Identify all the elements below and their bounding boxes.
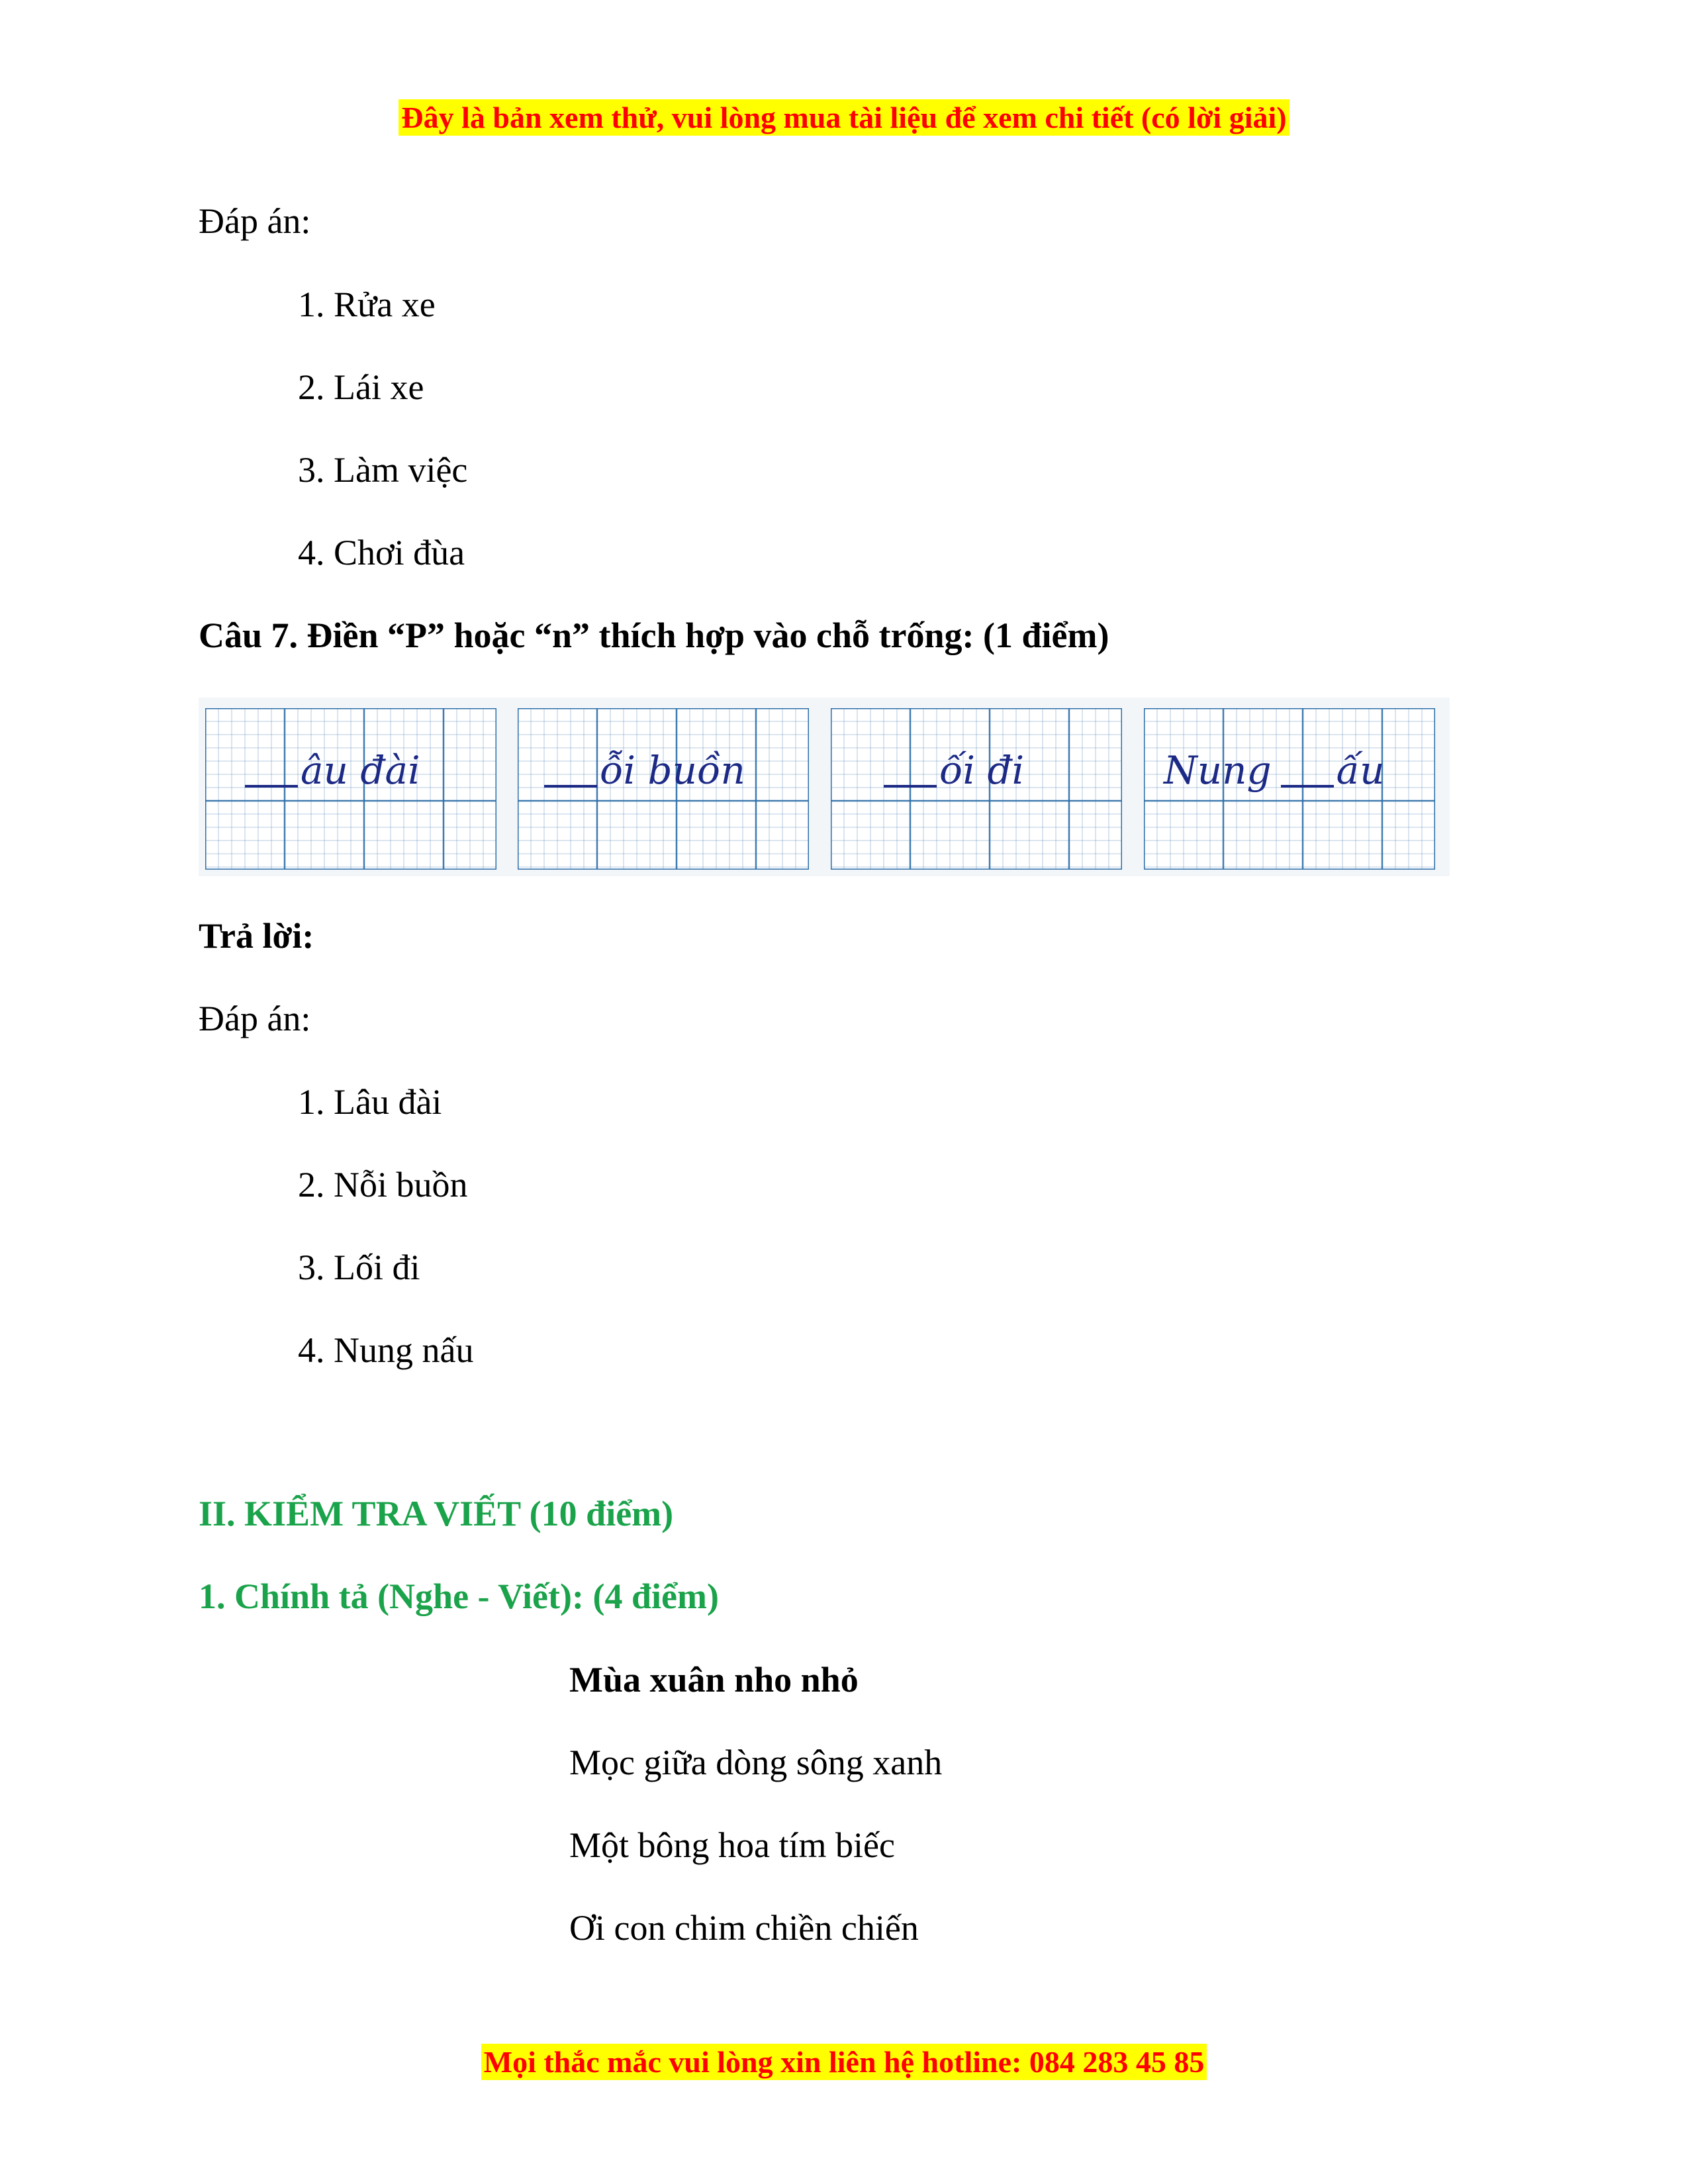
exercise-cell (1144, 708, 1435, 870)
question-title: Câu 7. Điền “P” hoặc “n” thích hợp vào chỗ trống: (1 điểm) (199, 615, 1109, 655)
section-title: II. KIỂM TRA VIẾT (10 điểm) (199, 1494, 674, 1533)
answer-item: 3. Lối đi (298, 1248, 420, 1287)
exercise-cell (518, 708, 809, 870)
answer-item: 1. Lâu đài (298, 1082, 442, 1122)
answer-label: Đáp án: (199, 201, 311, 241)
exercise-cell (831, 708, 1122, 870)
exercise-cell (205, 708, 496, 870)
answer-item: 1. Rửa xe (298, 285, 436, 324)
poem-title: Mùa xuân nho nhỏ (569, 1660, 859, 1700)
poem-line: Mọc giữa dòng sông xanh (569, 1743, 943, 1782)
answer-item: 3. Làm việc (298, 450, 468, 490)
header-notice: Đây là bản xem thử, vui lòng mua tài liệu để xem chi tiết (có lời giải) (0, 99, 1688, 136)
exercise-word: ỗi buồn (544, 748, 745, 793)
exercise-word: âu đài (245, 748, 420, 793)
exercise-word: Nung ấu (1164, 748, 1385, 793)
poem-line: Ơi con chim chiền chiến (569, 1908, 919, 1948)
answer-label: Đáp án: (199, 999, 311, 1038)
poem-line: Một bông hoa tím biếc (569, 1825, 895, 1865)
answer-item: 2. Nỗi buồn (298, 1165, 468, 1205)
subsection-title: 1. Chính tả (Nghe - Viết): (4 điểm) (199, 1576, 719, 1616)
answer-item: 2. Lái xe (298, 367, 424, 407)
answer-item: 4. Nung nấu (298, 1330, 474, 1370)
answer-item: 4. Chơi đùa (298, 533, 465, 572)
footer-notice: Mọi thắc mắc vui lòng xin liên hệ hotline: 084 283 45 85 (0, 2044, 1688, 2081)
reply-label: Trả lời: (199, 916, 314, 956)
fill-in-exercise-image (199, 698, 1450, 876)
exercise-word: ối đi (884, 748, 1024, 793)
